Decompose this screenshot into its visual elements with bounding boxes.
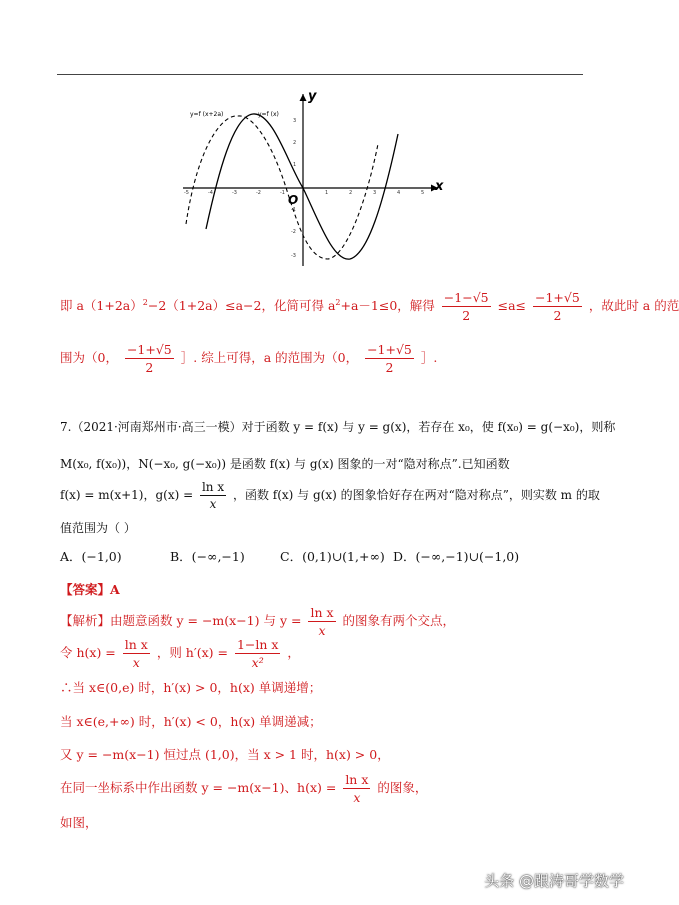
top-divider <box>57 74 583 75</box>
x-axis-label: x <box>435 179 444 194</box>
x-tick: -2 <box>256 190 261 196</box>
y-tick: -1 <box>291 207 296 213</box>
watermark: 头条 @跟涛哥学数学 <box>484 872 624 890</box>
x-tick: -4 <box>208 190 213 196</box>
y-tick: -2 <box>291 229 296 235</box>
analysis-line-6: 在同一坐标系中作出函数 y = −m(x−1)、h(x) = $\frac{\text{ln x}}{x}$ 的图象， <box>60 772 428 805</box>
origin-label: O <box>288 193 299 207</box>
option-c: C．(0,1)∪(1,+∞) <box>280 549 385 564</box>
y-tick: 1 <box>293 162 297 168</box>
fraction: $\frac{\text{ln x}}{x}$ <box>310 605 334 638</box>
x-tick: 1 <box>325 190 329 196</box>
fraction: $\frac{\text{ln x}}{x}$ <box>201 480 225 511</box>
option-a: A．(−1,0) <box>60 549 122 564</box>
question-line-1: 7.（2021·河南郑州市·高三一模）对于函数 y = f(x) 与 y = g(x)，若存在 x₀，使 f(x₀) = g(−x₀)，则称 <box>60 420 616 434</box>
x-tick: -5 <box>184 190 189 196</box>
x-tick: 2 <box>349 190 353 196</box>
original-curve <box>206 114 401 259</box>
original-curve-label: y=f (x) <box>258 111 279 118</box>
question-line-3: f(x) = m(x+1)，g(x) = $\frac{\text{ln x}}{x}$ ，函数 f(x) 与 g(x) 的图象恰好存在两对“隐对称点”，则实数 m 的取 <box>60 480 600 511</box>
answer-label: 【答案】A <box>60 582 120 597</box>
analysis-line-2: 令 h(x) = $\frac{\text{ln x}}{x}$ ，则 h′(x) = $\frac{\text{1−ln x}}{\text{x²}}$ ， <box>60 637 300 670</box>
x-tick: -1 <box>280 190 285 196</box>
y-tick: 2 <box>293 140 297 146</box>
fraction: $\frac{\text{ln x}}{x}$ <box>345 772 369 805</box>
analysis-line-1: 【解析】由题意函数 y = −m(x−1) 与 y = $\frac{\text{ln x}}{x}$ 的图象有两个交点， <box>60 605 456 638</box>
y-axis-label: y <box>308 89 317 104</box>
option-b: B．(−∞,−1) <box>170 549 245 564</box>
analysis-line-5: 又 y = −m(x−1) 恒过点 (1,0)，当 x > 1 时，h(x) > 0， <box>60 747 390 762</box>
x-tick: -3 <box>232 190 237 196</box>
analysis-line-4: 当 x∈(e,+∞) 时，h′(x) < 0，h(x) 单调递减； <box>60 714 322 729</box>
solution-line-2: 围为（0， $\frac{-1+√5}{2}$ ］. 综上可得，a 的范围为（0， $\frac{-1+√5}{2}$ ］. <box>60 342 438 375</box>
analysis-line-7: 如图， <box>60 815 98 830</box>
question-line-4: 值范围为（ ） <box>60 521 136 535</box>
x-tick: 3 <box>373 190 377 196</box>
fraction: $\frac{\text{ln x}}{x}$ <box>124 637 148 670</box>
option-d: D．(−∞,−1)∪(−1,0) <box>393 549 520 564</box>
x-tick: 4 <box>397 190 401 196</box>
analysis-line-3: ∴当 x∈(0,e) 时，h′(x) > 0，h(x) 单调递增； <box>60 680 322 695</box>
y-tick: 3 <box>293 118 297 124</box>
question-line-2: M(x₀, f(x₀))，N(−x₀, g(−x₀)) 是函数 f(x) 与 g(x) 图象的一对“隐对称点”.已知函数 <box>60 457 510 471</box>
fraction: $\frac{-1+√5}{2}$ <box>126 342 172 375</box>
fraction: $\frac{\text{1−ln x}}{\text{x²}}$ <box>236 637 279 670</box>
fraction: $\frac{-1+√5}{2}$ <box>535 290 580 323</box>
fraction: $\frac{-1-√5}{2}$ <box>443 290 489 323</box>
x-tick: 5 <box>421 190 425 196</box>
shifted-curve-label: y=f (x+2a) <box>190 111 224 118</box>
solution-line-1: 即 $a(1+2a)^2-2(1+2a)\le a-2$，化简可得 $a^2+a-1\le 0$，解得 $\frac{-1-√5}{2}$ ≤a≤ $\frac{-1+√5}{2}$ ，故此时 a 的范 <box>60 290 679 323</box>
fraction: $\frac{-1+√5}{2}$ <box>367 342 412 375</box>
y-tick: -3 <box>291 253 296 259</box>
function-graph <box>178 84 448 269</box>
